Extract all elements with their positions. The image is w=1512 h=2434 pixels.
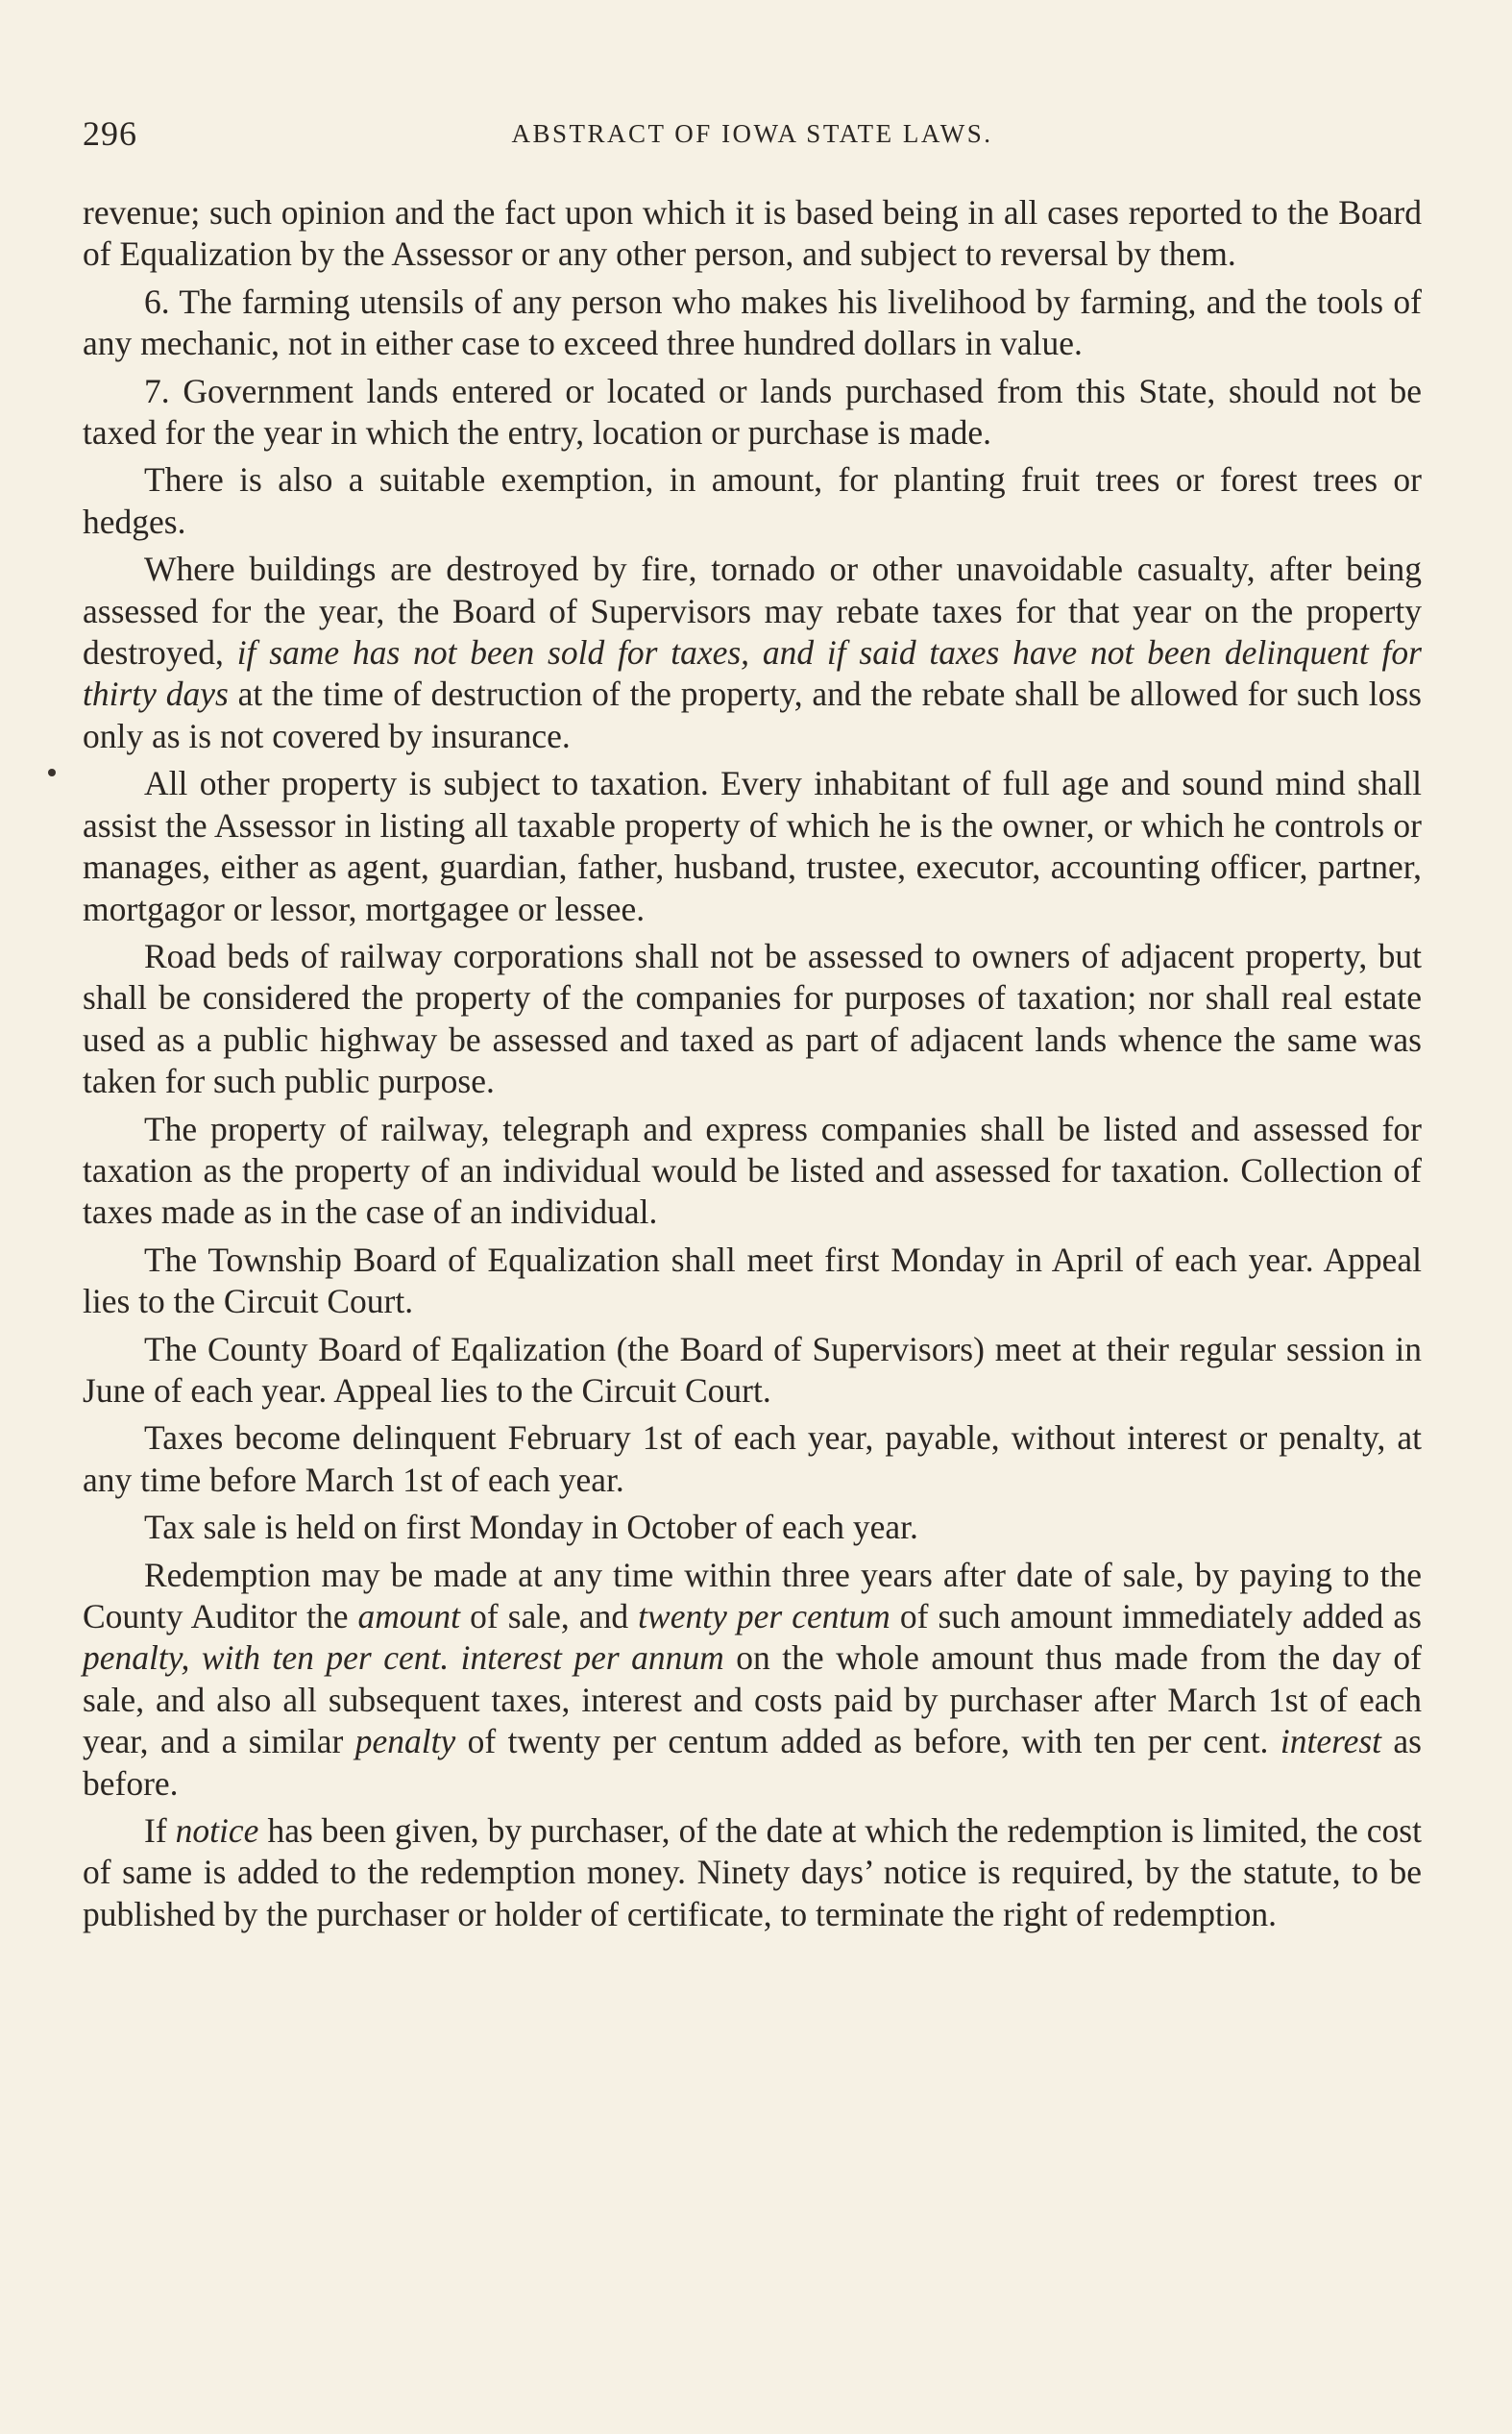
text-run: 7. Government lands entered or located or lands purchased from this State, should not be taxed for the year in which the entry, location or purchase is made.	[83, 371, 1422, 453]
page-header	[83, 113, 1422, 160]
paragraph	[83, 192, 1422, 276]
text-run: 6. The farming utensils of any person who makes his livelihood by farming, and the tools of any mechanic, not in either case to exceed three hundred dollars in value.	[83, 282, 1422, 363]
text-run: Road beds of railway corporations shall not be assessed to owners of adjacent property, but shall be considered the property of the companies for purposes of taxation; nor shall real estate used as a public highway be assessed and taxed as part of adjacent lands whence the same was taken for such public purpose.	[83, 936, 1422, 1101]
italic-text: amount	[357, 1597, 461, 1635]
paragraph	[83, 282, 1422, 365]
text-run: has been given, by purchaser, of the date at which the redemption is limited, the cost of same is added to the redemption money. Ninety days’ notice is required, by the statute, to be published by the purchaser or holder of certificate, to terminate the right of redemption.	[83, 1811, 1422, 1933]
paragraph	[83, 936, 1422, 1103]
running-title: ABSTRACT OF IOWA STATE LAWS.	[511, 119, 993, 148]
paragraph	[83, 1109, 1422, 1234]
italic-text: twenty per centum	[638, 1597, 890, 1635]
paragraph	[83, 549, 1422, 757]
text-run: at the time of destruction of the property, and the rebate shall be allowed for such loss only as is not covered by insurance.	[83, 675, 1423, 755]
text-run: Taxes become delinquent February 1st of each year, payable, without interest or penalty, at any time before March 1st of each year.	[83, 1418, 1422, 1499]
italic-text: if same has not been sold for taxes, and if said taxes have not been delinquent for thirty days	[83, 633, 1422, 714]
text-run: of such amount immediately added as	[890, 1597, 1422, 1635]
text-run: If	[144, 1811, 176, 1851]
text-run: Redemption may be made at any time within three years after date of sale, by paying to the County Auditor the	[83, 1555, 1422, 1635]
italic-text: interest	[1280, 1722, 1382, 1761]
ink-speck	[48, 769, 56, 776]
italic-text: notice	[175, 1811, 259, 1851]
paragraph	[83, 1240, 1422, 1323]
body-text	[83, 192, 1422, 1941]
text-run: on the whole amount thus made from the day of sale, and also all subsequent taxes, interest and costs paid by purchaser after March 1st of each year, and a similar	[83, 1638, 1422, 1761]
paragraph	[83, 1417, 1422, 1501]
page-number: 296	[83, 114, 137, 153]
text-run: There is also a suitable exemption, in amount, for planting fruit trees or forest trees or hedges.	[83, 460, 1422, 541]
text-run: The Township Board of Equalization shall meet first Monday in April of each year. Appeal lies to the Circuit Court.	[83, 1240, 1422, 1321]
text-run: All other property is subject to taxation. Every inhabitant of full age and sound mind shall assist the Assessor in listing all taxable property of which he is the owner, or which he controls or manages, either as agent, guardian, father, husband, trustee, executor, accounting officer, partner, mortgagor or lessor, mortgagee or lessee.	[83, 764, 1422, 928]
text-run: of twenty per centum added as before, with ten per cent.	[455, 1722, 1280, 1761]
text-run: of sale, and	[460, 1597, 639, 1635]
text-run: Tax sale is held on first Monday in October of each year.	[144, 1508, 918, 1547]
paragraph	[83, 1329, 1422, 1413]
text-run: revenue; such opinion and the fact upon which it is based being in all cases reported to the Board of Equalization by the Assessor or any other person, and subject to reversal by them.	[83, 193, 1422, 274]
text-run: as before.	[83, 1722, 1422, 1803]
paragraph	[83, 459, 1422, 543]
paragraph	[83, 1507, 1422, 1548]
text-run: Where buildings are destroyed by fire, tornado or other unavoidable casualty, after being assessed for the year, the Board of Supervisors may rebate taxes for that year on the property destroyed,	[83, 550, 1422, 673]
paragraph	[83, 763, 1422, 930]
italic-text: penalty, with ten per cent. interest per annum	[83, 1638, 724, 1678]
paragraph	[83, 1810, 1422, 1935]
italic-text: penalty	[354, 1722, 456, 1761]
paragraph	[83, 1555, 1422, 1805]
paragraph	[83, 371, 1422, 455]
text-run: The County Board of Eqalization (the Board of Supervisors) meet at their regular session in June of each year. Appeal lies to the Circuit Court.	[83, 1329, 1422, 1410]
text-run: The property of railway, telegraph and express companies shall be listed and assessed for taxation as the property of an individual would be listed and assessed for taxation. Collection of taxes made as in the case of an individual.	[83, 1109, 1422, 1232]
